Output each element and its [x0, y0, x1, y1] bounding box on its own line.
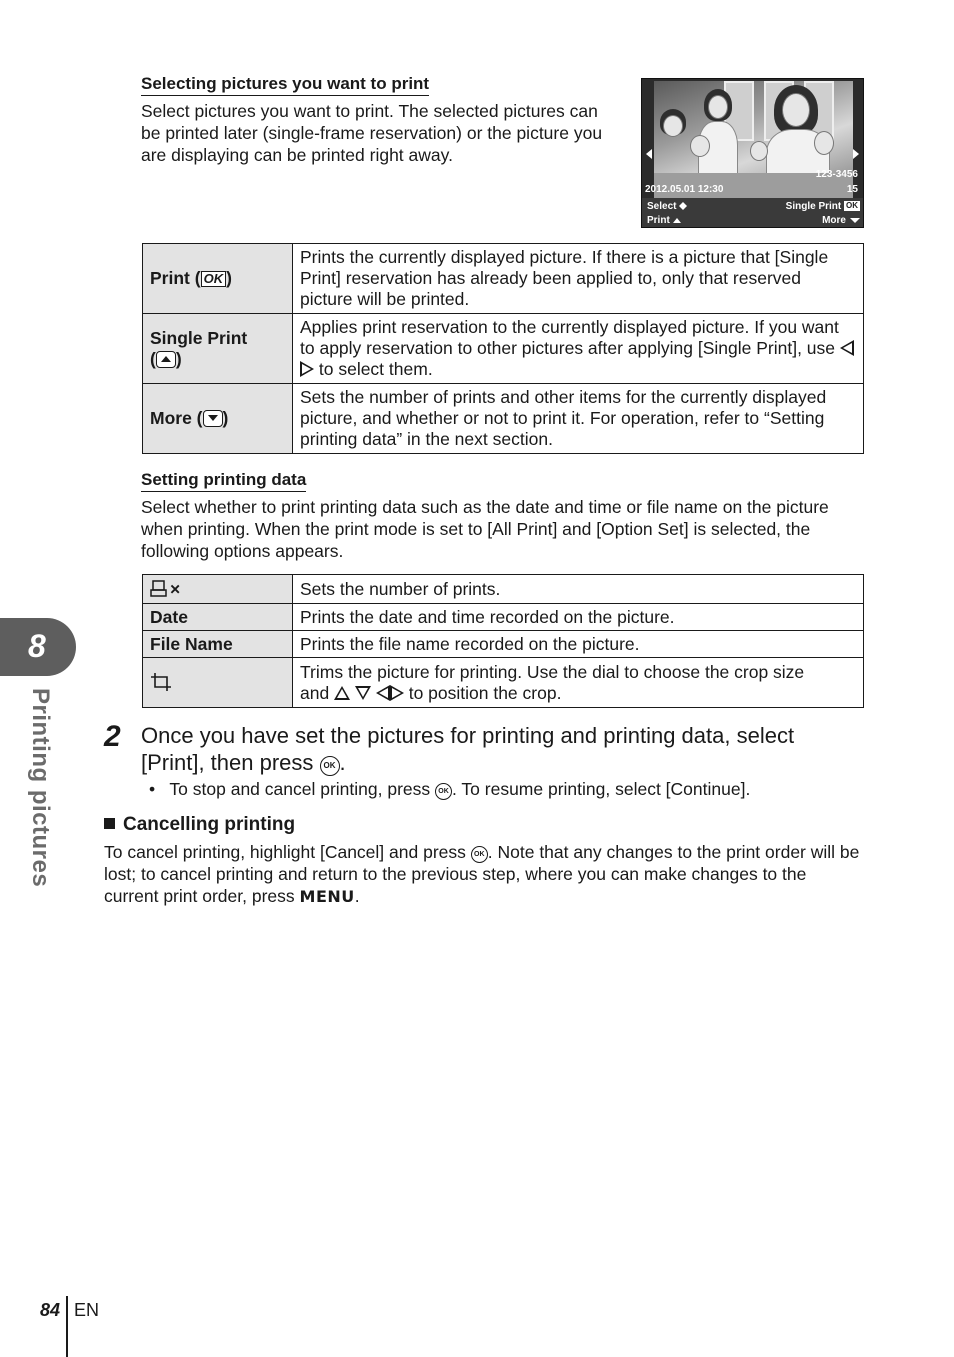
table-key: Print ( OK ) — [143, 244, 293, 314]
table-desc: Applies print reservation to the currently displayed picture. If you want to apply reservation to other pictures after applying [Single Print], use to select them. — [293, 314, 864, 384]
more-option: More — [822, 215, 860, 227]
table-row — [143, 314, 864, 384]
family-photo — [654, 81, 853, 199]
table-key: File Name — [143, 631, 293, 658]
camera-menu-bar — [642, 198, 864, 228]
footer-divider — [66, 1296, 68, 1357]
chapter-tab: 8 — [0, 618, 76, 676]
step-text: Once you have set the pictures for printing and printing data, select [Print], then press OK . — [141, 723, 795, 775]
page-language: EN — [74, 1300, 100, 1320]
ok-button-icon: OK — [201, 271, 227, 287]
print-count-icon — [150, 580, 170, 598]
table-key: More ( ) — [143, 384, 293, 454]
frame-count: 15 — [846, 184, 858, 195]
table-row — [143, 575, 864, 604]
cancelling-heading: Cancelling printing — [104, 814, 295, 836]
table-row — [143, 604, 864, 631]
square-bullet-icon — [104, 818, 115, 829]
table-row — [143, 631, 864, 658]
up-icon — [673, 218, 681, 223]
table-desc: Prints the file name recorded on the picture. — [293, 631, 864, 658]
page-number: 84 — [40, 1300, 61, 1320]
ok-button-icon: OK — [435, 783, 452, 800]
right-arrow-icon — [390, 685, 404, 701]
section-title-selecting: Selecting pictures you want to print — [141, 74, 429, 96]
section-body-selecting: Select pictures you want to print. The selected pictures can be printed later (single-frame reservation) or the picture you are displaying can be printed right away. — [141, 101, 603, 165]
printing-data-table — [142, 574, 864, 708]
up-arrow-icon — [334, 686, 350, 700]
table-desc: Sets the number of prints and other items for the currently displayed picture, and whether or not to print it. For operation, refer to “Setting printing data” in the next section. — [293, 384, 864, 454]
next-arrow-icon — [853, 149, 859, 159]
chapter-title: Printing pictures — [27, 688, 54, 888]
down-arrow-icon — [355, 686, 371, 700]
table-row — [143, 384, 864, 454]
print-option: Print — [647, 215, 681, 227]
section-body-setting: Select whether to print printing data such as the date and time or file name on the picture when printing. When the print mode is set to [All Print] and [Option Set] is selected, the following options appears. — [141, 497, 829, 561]
table-row — [143, 658, 864, 708]
step-bullet: • To stop and cancel printing, press OK . To resume printing, select [Continue]. — [149, 779, 751, 799]
file-number: 123-3456 — [815, 169, 858, 180]
single-print-option: Single Print OK — [785, 201, 858, 212]
down-button-icon — [203, 410, 223, 427]
datetime: 2012.05.01 12:30 — [645, 184, 724, 195]
table-desc: Prints the date and time recorded on the picture. — [293, 604, 864, 631]
prev-arrow-icon — [646, 149, 652, 159]
step-number: 2 — [104, 720, 121, 753]
select-option: Select — [647, 201, 687, 213]
right-arrow-icon — [300, 361, 314, 377]
table-desc: Prints the currently displayed picture. If there is a picture that [Single Print] reservation has already been applied to, only that reserved picture will be printed. — [293, 244, 864, 314]
table-key — [143, 658, 293, 708]
print-options-table — [142, 243, 864, 454]
ok-icon: OK — [846, 201, 858, 211]
cancelling-body: To cancel printing, highlight [Cancel] and press OK . Note that any changes to the print order will be lost; to cancel printing and return to the previous step, where you can make changes to the current print order, press MENU. — [104, 842, 860, 906]
down-icon — [850, 218, 860, 223]
crop-icon — [150, 672, 172, 692]
table-desc: Sets the number of prints. — [293, 575, 864, 604]
camera-screen-image — [641, 78, 864, 228]
menu-button-label: MENU — [299, 887, 355, 906]
table-key: Single Print ( ) — [143, 314, 293, 384]
left-arrow-icon — [840, 340, 854, 356]
table-desc: Trims the picture for printing. Use the dial to choose the crop size and to position the crop. — [293, 658, 864, 708]
section-title-setting: Setting printing data — [141, 470, 306, 492]
ok-button-icon: OK — [471, 846, 488, 863]
table-row — [143, 244, 864, 314]
up-button-icon — [156, 351, 176, 368]
left-arrow-icon — [376, 685, 390, 701]
ok-button-icon: OK — [320, 756, 340, 776]
table-key: Date — [143, 604, 293, 631]
right-icon — [683, 202, 687, 210]
table-key: × — [143, 575, 293, 604]
